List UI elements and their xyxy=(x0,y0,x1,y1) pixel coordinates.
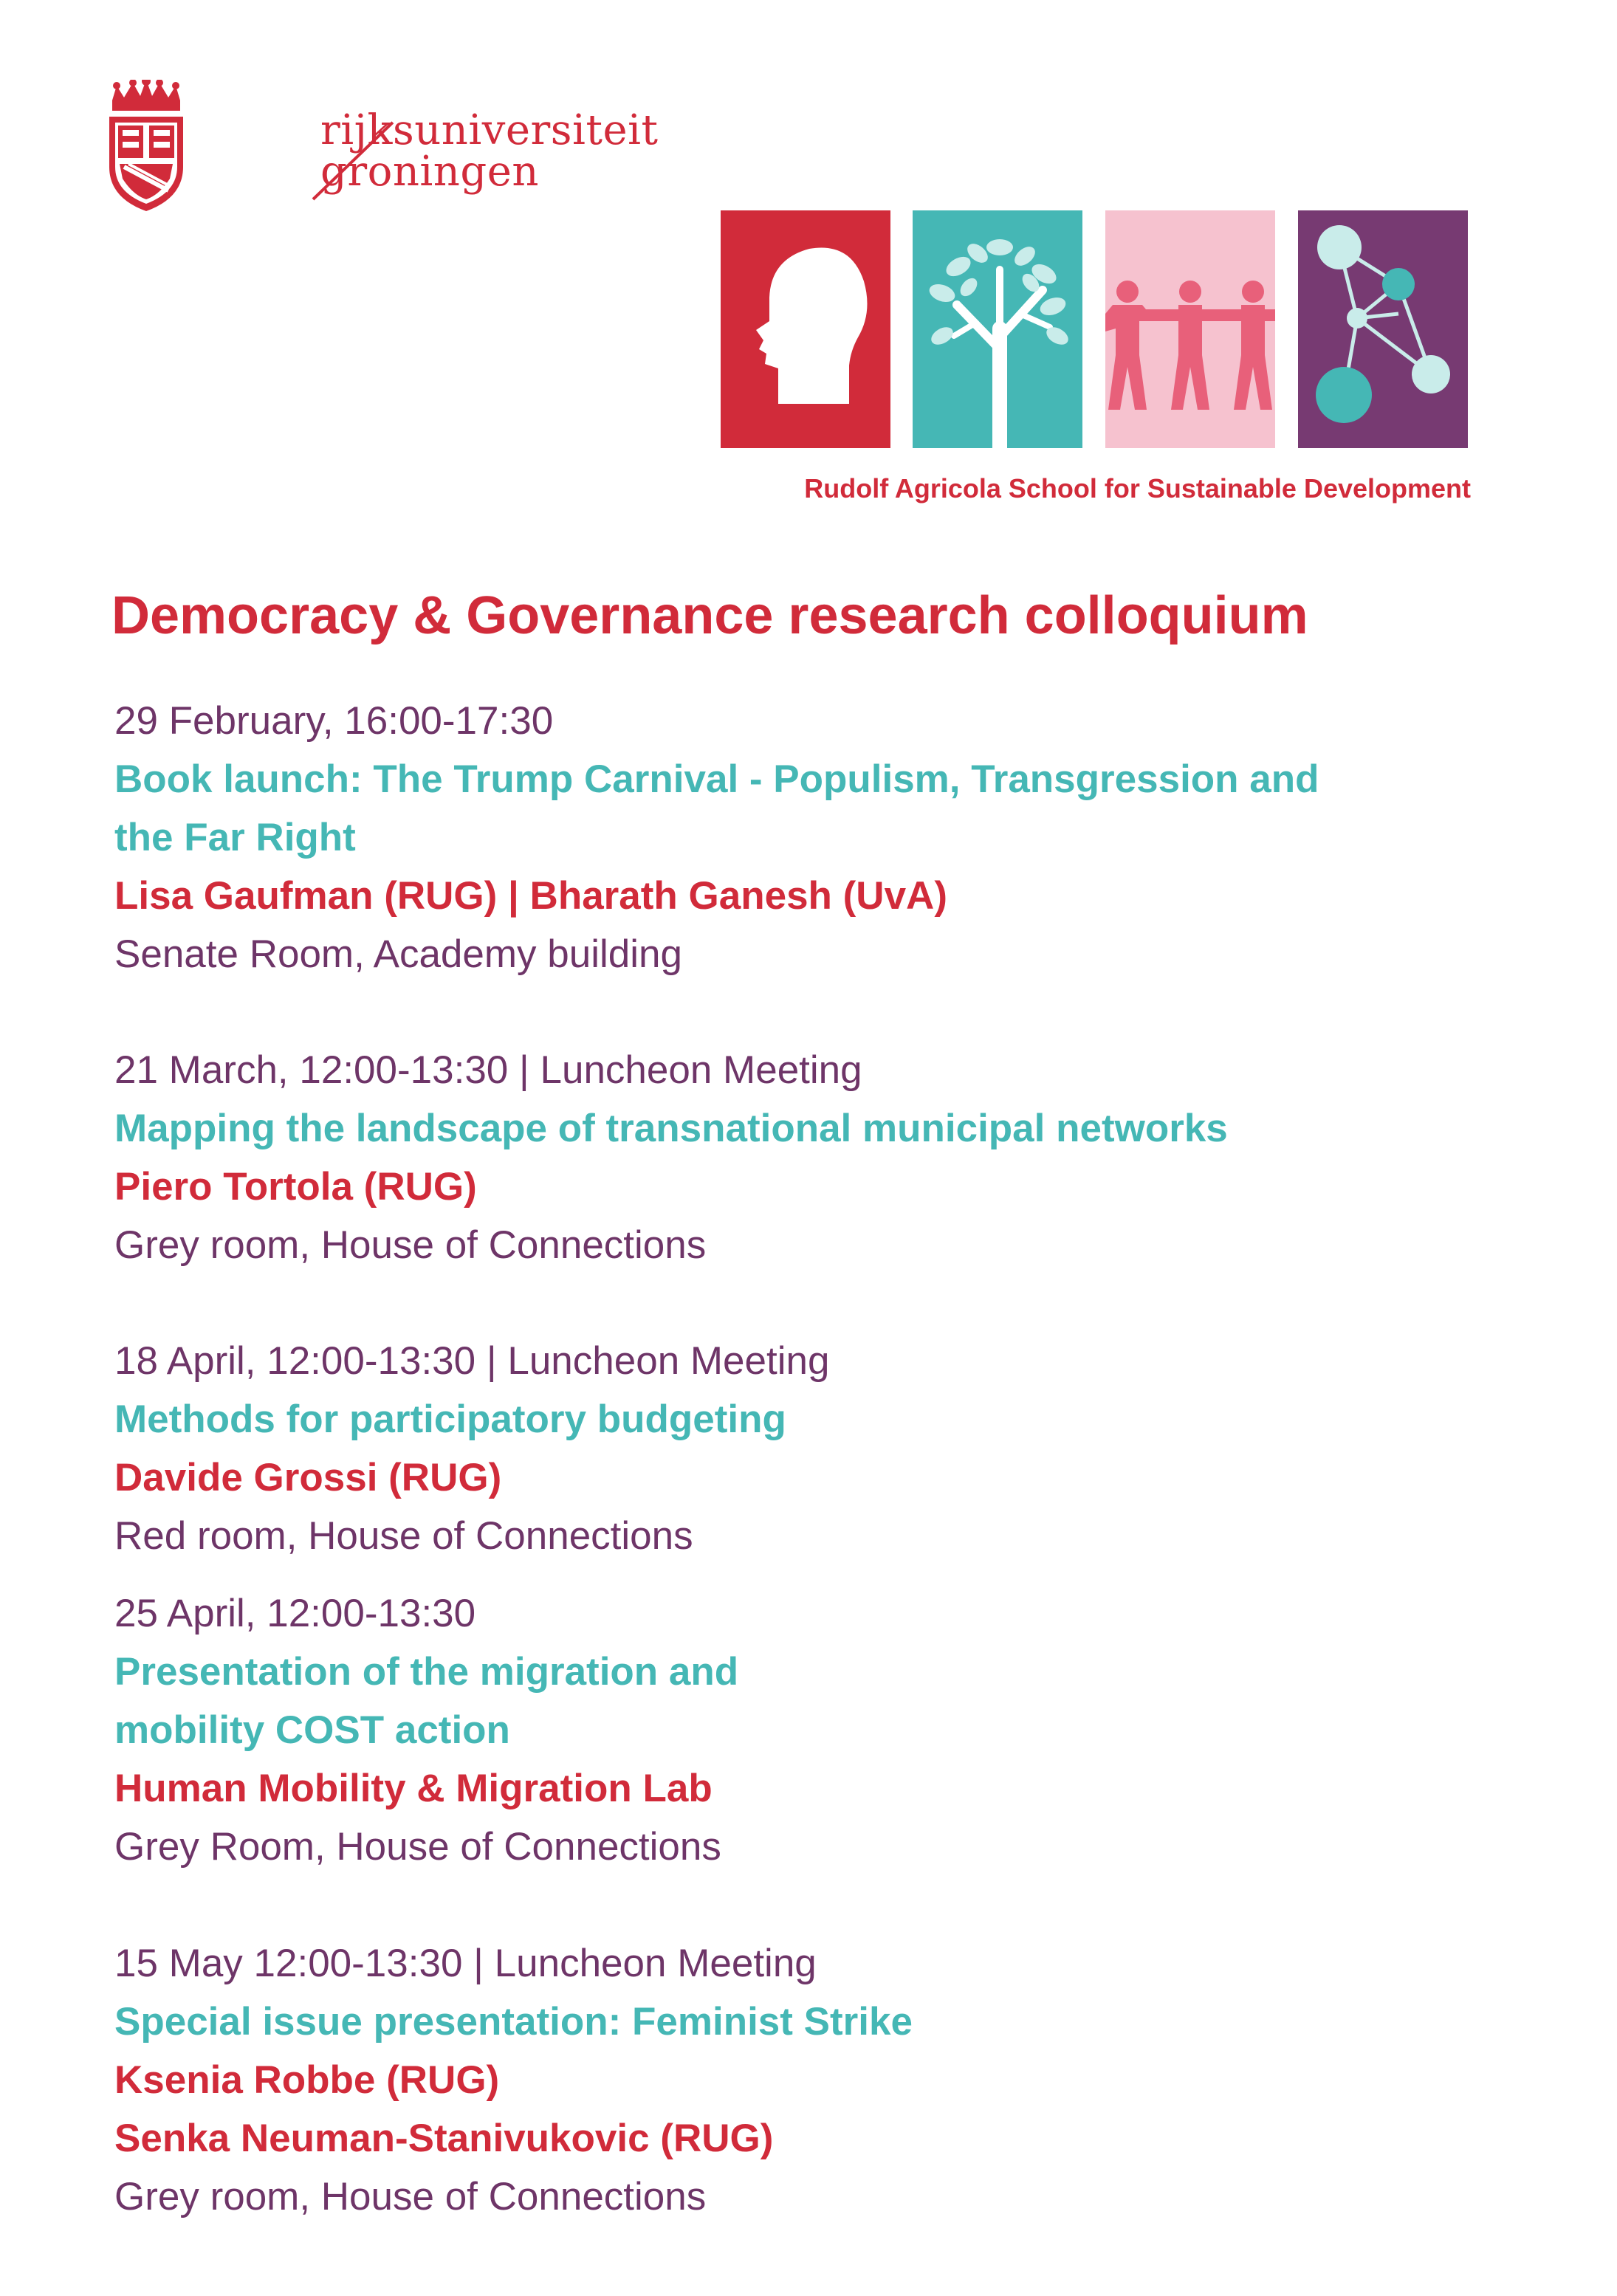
event-location: Grey room, House of Connections xyxy=(114,1223,707,1267)
event-item xyxy=(114,1584,1517,1876)
event-location: Red room, House of Connections xyxy=(114,1514,693,1558)
university-name-line2: groningen xyxy=(320,148,539,196)
paper-people-icon xyxy=(1105,210,1275,448)
network-nodes-icon xyxy=(1298,210,1468,448)
event-speakers: Senka Neuman-Stanivukovic (RUG) xyxy=(114,2117,774,2160)
event-speakers: Ksenia Robbe (RUG) xyxy=(114,2058,500,2102)
event-datetime: 25 April, 12:00-13:30 xyxy=(114,1592,476,1635)
event-speakers: Human Mobility & Migration Lab xyxy=(114,1767,713,1810)
event-location: Grey room, House of Connections xyxy=(114,2175,707,2218)
event-topic: Methods for participatory budgeting xyxy=(114,1398,786,1441)
event-speakers: Davide Grossi (RUG) xyxy=(114,1456,502,1499)
event-item xyxy=(114,1041,1517,1274)
school-name: Rudolf Agricola School for Sustainable Development xyxy=(804,473,1471,503)
event-datetime: 15 May 12:00-13:30 | Luncheon Meeting xyxy=(114,1942,817,1985)
profile-head-tile xyxy=(721,210,890,448)
paper-people-tile xyxy=(1105,210,1275,448)
event-datetime: 21 March, 12:00-13:30 | Luncheon Meeting xyxy=(114,1048,862,1092)
event-topic: Special issue presentation: Feminist Strike xyxy=(114,2000,913,2044)
page-title: Democracy & Governance research colloquium xyxy=(111,586,1308,645)
event-topic: Presentation of the migration and xyxy=(114,1650,739,1694)
human-head-icon xyxy=(721,210,890,448)
event-datetime: 29 February, 16:00-17:30 xyxy=(114,699,554,743)
event-topic: mobility COST action xyxy=(114,1708,510,1752)
event-item xyxy=(114,692,1517,983)
tree-tile xyxy=(913,210,1082,448)
university-crest-icon xyxy=(102,80,190,213)
event-item xyxy=(114,1934,1517,2226)
tree-icon xyxy=(913,210,1082,448)
event-topic: Book launch: The Trump Carnival - Populism, Transgression and xyxy=(114,757,1319,801)
event-speakers: Lisa Gaufman (RUG) | Bharath Ganesh (UvA) xyxy=(114,874,947,918)
event-datetime: 18 April, 12:00-13:30 | Luncheon Meeting xyxy=(114,1339,830,1383)
event-topic: Mapping the landscape of transnational municipal networks xyxy=(114,1107,1228,1150)
event-item xyxy=(114,1332,1517,1565)
event-location: Grey Room, House of Connections xyxy=(114,1825,721,1869)
event-speakers: Piero Tortola (RUG) xyxy=(114,1165,477,1209)
university-logo xyxy=(102,80,693,227)
university-name-line1: rijksuniversiteit xyxy=(320,106,659,154)
event-location: Senate Room, Academy building xyxy=(114,932,682,976)
network-tile xyxy=(1298,210,1468,448)
event-topic: the Far Right xyxy=(114,816,356,859)
